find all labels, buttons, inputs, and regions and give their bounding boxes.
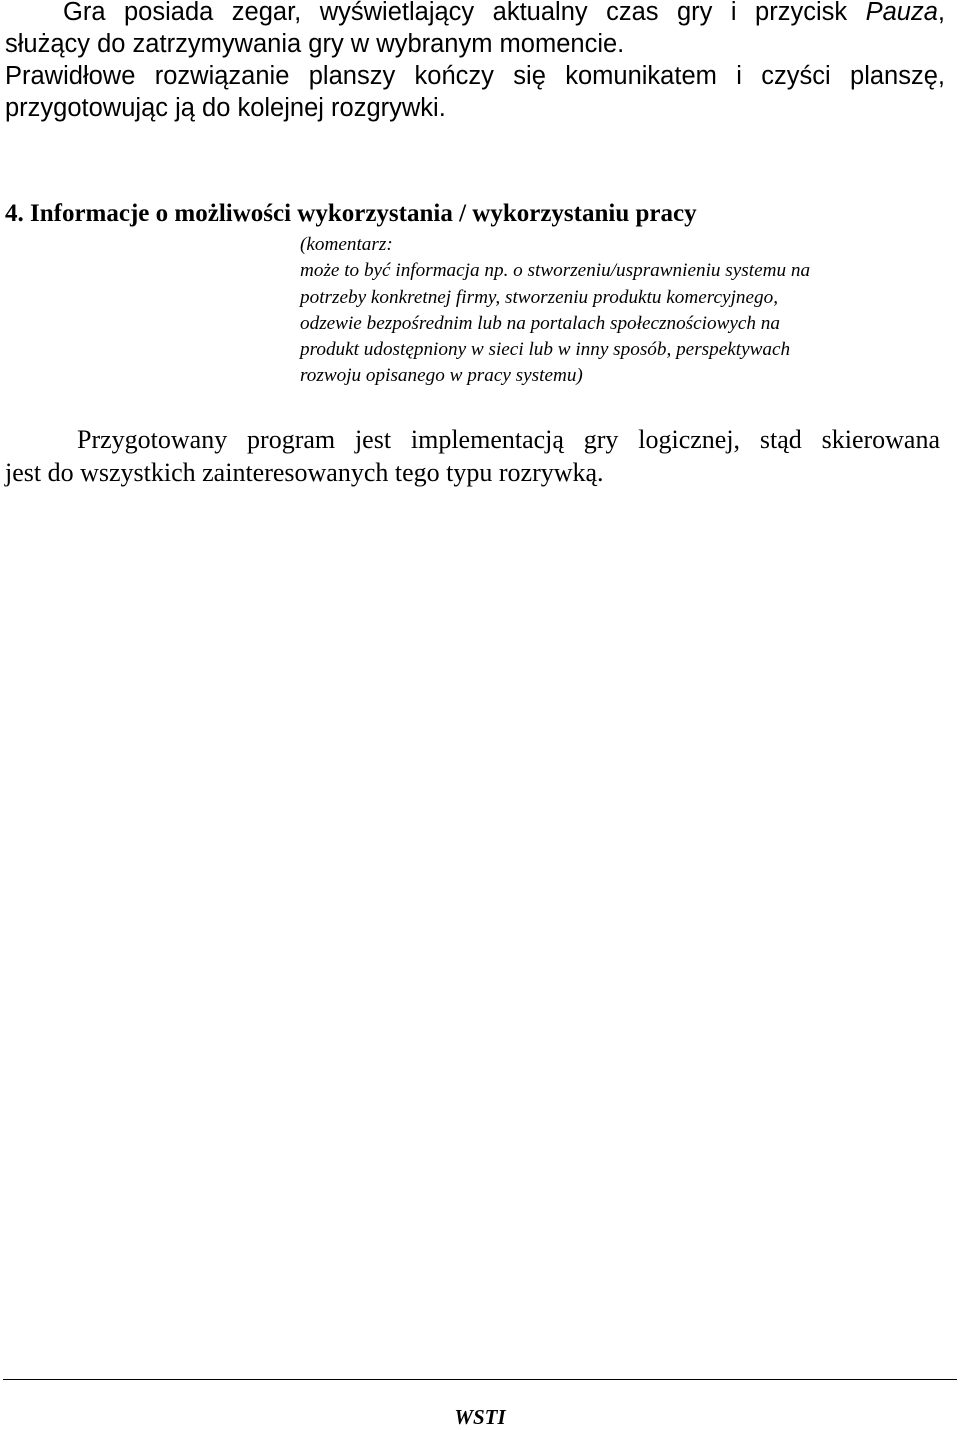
intro-line-1-punct: ,	[937, 0, 945, 26]
intro-line-2: służący do zatrzymywania gry w wybranym momencie.	[5, 30, 625, 58]
section-comment	[300, 232, 910, 390]
comment-line: potrzeby konkretnej firmy, stworzeniu produktu komercyjnego,	[300, 286, 778, 308]
comment-line: rozwoju opisanego w pracy systemu)	[300, 365, 583, 387]
intro-line-3: Prawidłowe rozwiązanie planszy kończy się komunikatem i czyści planszę,	[5, 62, 945, 90]
comment-line: (komentarz:	[300, 234, 393, 255]
footer-label: WSTI	[454, 1405, 506, 1429]
body-paragraph	[5, 423, 940, 489]
footer-divider	[3, 1379, 957, 1380]
body-line-1: Przygotowany program jest implementacją gry logicznej, stąd skierowana	[77, 425, 940, 454]
intro-line-1-text: Gra posiada zegar, wyświetlający aktualny czas gry i przycisk	[63, 0, 866, 26]
comment-line: produkt udostępniony w sieci lub w inny sposób, perspektywach	[300, 339, 791, 361]
body-line-2: jest do wszystkich zainteresowanych tego typu rozrywką.	[5, 458, 604, 487]
intro-paragraph	[5, 0, 945, 124]
section-heading: 4. Informacje o możliwości wykorzystania / wykorzystaniu pracy	[5, 200, 697, 227]
intro-line-1	[5, 0, 945, 28]
pause-term: Pauza	[865, 0, 938, 26]
comment-line: może to być informacja np. o stworzeniu/usprawnieniu systemu na	[300, 260, 811, 282]
comment-line: odzewie bezpośrednim lub na portalach społecznościowych na	[300, 312, 780, 334]
intro-line-4: przygotowując ją do kolejnej rozgrywki.	[5, 94, 446, 122]
